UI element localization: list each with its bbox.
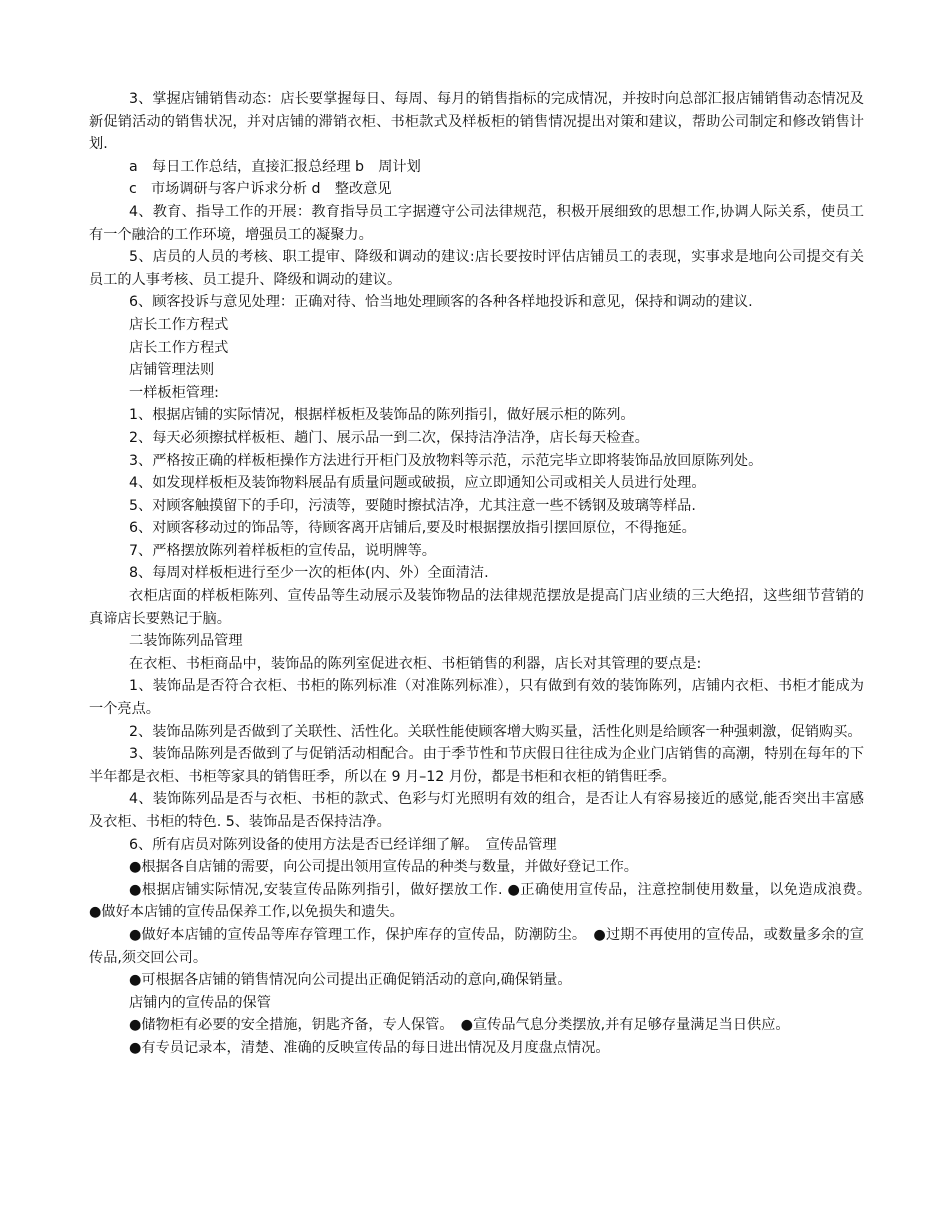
list-item: 3、严格按正确的样板柜操作方法进行开柜门及放物料等示范，示范完毕立即将装饰品放回原陈列处。 [129,452,763,469]
heading-storage: 店铺内的宣传品的保管 [129,994,271,1011]
list-item: 4、装饰陈列品是否与衣柜、书柜的款式、色彩与灯光照明有效的组合，是否让人有容易接近的感觉,能否突出丰富感及衣柜、书柜的特色. 5、装饰品是否保持洁净。 [89,791,864,830]
bullet-item: ●可根据各店铺的销售情况向公司提出正确促销活动的意向,确保销量。 [129,972,572,989]
heading-formula: 店长工作方程式 [129,316,229,333]
list-item: 2、装饰品陈列是否做到了关联性、活性化。关联性能使顾客增大购买量，活性化则是给顾客一种强刺激，促销购买。 [129,723,862,740]
list-item: 1、装饰品是否符合衣柜、书柜的陈列标准（对准陈列标准），只有做到有效的装饰陈列，店铺内衣柜、书柜才能成为一个亮点。 [89,678,864,718]
bullet-item: ●储物柜有必要的安全措施，钥匙齐备，专人保管。 ●宣传品气息分类摆放,并有足够存量满足当日供应。 [129,1017,790,1034]
list-item: 6、所有店员对陈列设备的使用方法是否已经详细了解。 宣传品管理 [129,836,557,853]
paragraph-assessment: 5、店员的人员的考核、职工提审、降级和调动的建议:店长要按时评估店铺员工的表现，实事求是地向公司提交有关员工的人事考核、员工提升、降级和调动的建议。 [89,249,864,288]
paragraph-summary: 衣柜店面的样板柜陈列、宣传品等生动展示及装饰物品的法律规范摆放是提高门店业绩的三大绝招，这些细节营销的真谛店长要熟记于脑。 [89,588,864,627]
list-item: 6、对顾客移动过的饰品等，待顾客离开店铺后,要及时根据摆放指引摆回原位，不得拖延。 [129,520,696,537]
list-item: 4、如发现样板柜及装饰物料展品有质量问题或破损，应立即通知公司或相关人员进行处理。 [129,475,706,492]
paragraph-education: 4、教育、指导工作的开展：教育指导员工字据遵守公司法律规范，积极开展细致的思想工作,协调人际关系，使员工有一个融洽的工作环境，增强员工的凝聚力。 [89,203,864,243]
list-item: 8、每周对样板柜进行至少一次的柜体(内、外）全面清洁. [129,565,489,582]
list-item: 7、严格摆放陈列着样板柜的宣传品，说明牌等。 [129,542,436,559]
list-item: 3、装饰品陈列是否做到了与促销活动相配合。由于季节性和节庆假日往往成为企业门店销售的高潮，特别在每年的下半年都是衣柜、书柜等家具的销售旺季，所以在 9 月–12 月份，都是书柜和衣柜的销售旺季。 [89,746,864,785]
bullet-item: ●根据各自店铺的需要，向公司提出领用宣传品的种类与数量，并做好登记工作。 [129,859,638,876]
document-body [89,88,879,1060]
list-item: 1、根据店铺的实际情况，根据样板柜及装饰品的陈列指引，做好展示柜的陈列。 [129,407,635,424]
heading-sample-cabinet: 一样板柜管理: [129,384,219,401]
paragraph-complaints: 6、顾客投诉与意见处理：正确对待、恰当地处理顾客的各种各样地投诉和意见，保持和调动的建议. [129,294,753,311]
heading-decoration: 二装饰陈列品管理 [129,633,243,650]
bullet-item: ●做好本店铺的宣传品等库存管理工作，保护库存的宣传品，防潮防尘。 ●过期不再使用的宣传品，或数量多余的宣传品,须交回公司。 [89,926,864,966]
list-item: 5、对顾客触摸留下的手印，污渍等，要随时擦拭洁净，尤其注意一些不锈钢及玻璃等样品. [129,497,696,514]
list-item: 2、每天必须擦拭样板柜、趟门、展示品一到二次，保持洁净洁净，店长每天检查。 [129,429,649,446]
paragraph-decoration-intro: 在衣柜、书柜商品中，装饰品的陈列室促进衣柜、书柜销售的利器，店长对其管理的要点是: [129,655,702,672]
list-item-cd: c 市场调研与客户诉求分析 d 整改意见 [129,181,392,198]
paragraph-sales-dynamics: 3、掌握店铺销售动态：店长要掌握每日、每周、每月的销售指标的完成情况，并按时向总部汇报店铺销售动态情况及新促销活动的销售状况，并对店铺的滞销衣柜、书柜款式及样板柜的销售情况提出对策和建议，帮助公司制定和修改销售计划. [89,91,864,153]
heading-store-rules: 店铺管理法则 [129,362,215,379]
bullet-item: ●根据店铺实际情况,安装宣传品陈列指引，做好摆放工作. ●正确使用宣传品，注意控制使用数量，以免造成浪费。 ●做好本店铺的宣传品保养工作,以免损失和遗失。 [89,881,879,921]
heading-formula-repeat: 店长工作方程式 [129,339,229,356]
list-item-ab: a 每日工作总结，直接汇报总经理 b 周计划 [129,158,421,175]
bullet-item: ●有专员记录本，清楚、准确的反映宣传品的每日进出情况及月度盘点情况。 [129,1039,610,1056]
